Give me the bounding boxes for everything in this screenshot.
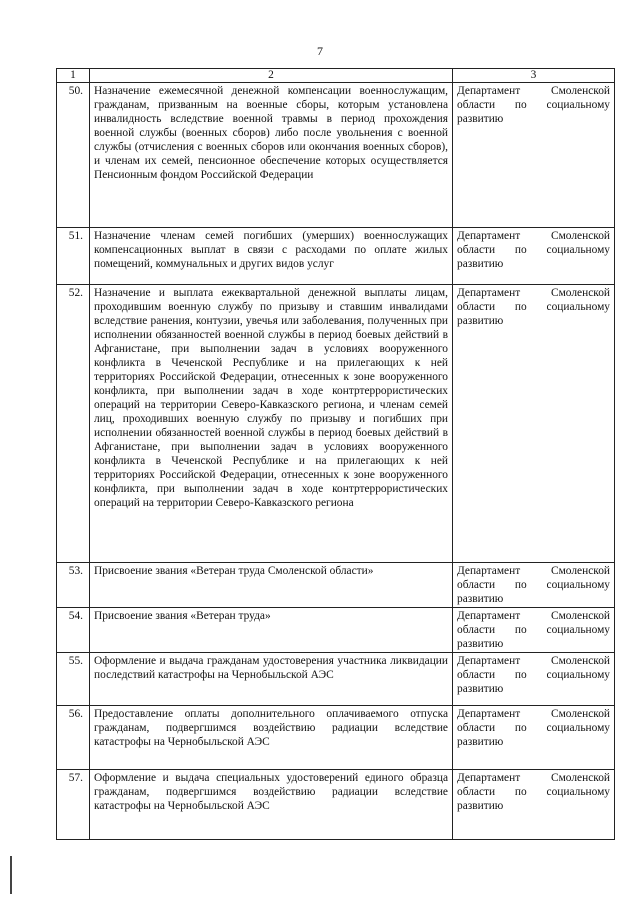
- responsible-department: Департамент Смоленской области по социальному развитию: [453, 653, 615, 706]
- row-number: 54.: [57, 608, 90, 653]
- page-number: 7: [317, 44, 323, 58]
- row-number: 50.: [57, 83, 90, 228]
- table-header-row: [57, 69, 615, 83]
- service-description: Оформление и выдача гражданам удостоверения участника ликвидации последствий катастрофы на Чернобыльской АЭС: [90, 653, 453, 706]
- row-number: 53.: [57, 563, 90, 608]
- scan-margin-mark: [10, 856, 12, 894]
- table-row: [57, 285, 615, 563]
- services-table: [56, 68, 615, 840]
- row-number: 52.: [57, 285, 90, 563]
- responsible-department: Департамент Смоленской области по социальному развитию: [453, 83, 615, 228]
- row-number: 55.: [57, 653, 90, 706]
- row-number: 56.: [57, 706, 90, 770]
- service-description: Оформление и выдача специальных удостоверений единого образца гражданам, подвергшимся воздействию радиации вследствие катастрофы на Чернобыльской АЭС: [90, 770, 453, 840]
- table-row: [57, 653, 615, 706]
- table-row: [57, 563, 615, 608]
- responsible-department: Департамент Смоленской области по социальному развитию: [453, 285, 615, 563]
- responsible-department: Департамент Смоленской области по социальному развитию: [453, 770, 615, 840]
- column-header-2: 2: [90, 69, 453, 83]
- service-description: Присвоение звания «Ветеран труда Смоленской области»: [90, 563, 453, 608]
- service-description: Назначение ежемесячной денежной компенсации военнослужащим, гражданам, призванным на военные сборы, которым установлена инвалидность вследствие военной травмы в период прохождения военной службы (военных сборов) либо после увольнения с военной службы (отчисления с военных сборов или окончания военных сборов), и членам их семей, пенсионное обеспечение которых осуществляется Пенсионным фондом Российской Федерации: [90, 83, 453, 228]
- table-row: [57, 608, 615, 653]
- table-row: [57, 83, 615, 228]
- table-row: [57, 770, 615, 840]
- responsible-department: Департамент Смоленской области по социальному развитию: [453, 563, 615, 608]
- column-header-3: 3: [453, 69, 615, 83]
- table-row: [57, 706, 615, 770]
- row-number: 51.: [57, 228, 90, 285]
- table-row: [57, 228, 615, 285]
- responsible-department: Департамент Смоленской области по социальному развитию: [453, 706, 615, 770]
- service-description: Назначение и выплата ежеквартальной денежной выплаты лицам, проходившим военную службу по призыву и ставшим инвалидами вследствие ранения, контузии, увечья или заболевания, полученных при исполнении обязанностей военной службы в период боевых действий в Афганистане, при выполнении задач в условиях вооруженного конфликта в Чеченской Республике и на прилегающих к ней территориях Российской Федерации, отнесенных к зоне вооруженного конфликта, при выполнении задач в ходе контртеррористических операций на территории Северо-Кавказского региона, и членам семей лиц, проходивших военную службу по призыву и погибших при исполнении обязанностей военной службы в период боевых действий в Афганистане, при выполнении задач в условиях вооруженного конфликта в Чеченской Республике и на прилегающих к ней территориях Российской Федерации, отнесенных к зоне вооруженного конфликта, при выполнении задач в ходе контртеррористических операций на территории Северо-Кавказского региона: [90, 285, 453, 563]
- row-number: 57.: [57, 770, 90, 840]
- responsible-department: Департамент Смоленской области по социальному развитию: [453, 608, 615, 653]
- responsible-department: Департамент Смоленской области по социальному развитию: [453, 228, 615, 285]
- service-description: Присвоение звания «Ветеран труда»: [90, 608, 453, 653]
- service-description: Назначение членам семей погибших (умерших) военнослужащих компенсационных выплат в связи с расходами по оплате жилых помещений, коммунальных и других видов услуг: [90, 228, 453, 285]
- column-header-1: 1: [57, 69, 90, 83]
- service-description: Предоставление оплаты дополнительного оплачиваемого отпуска гражданам, подвергшимся воздействию радиации вследствие катастрофы на Чернобыльской АЭС: [90, 706, 453, 770]
